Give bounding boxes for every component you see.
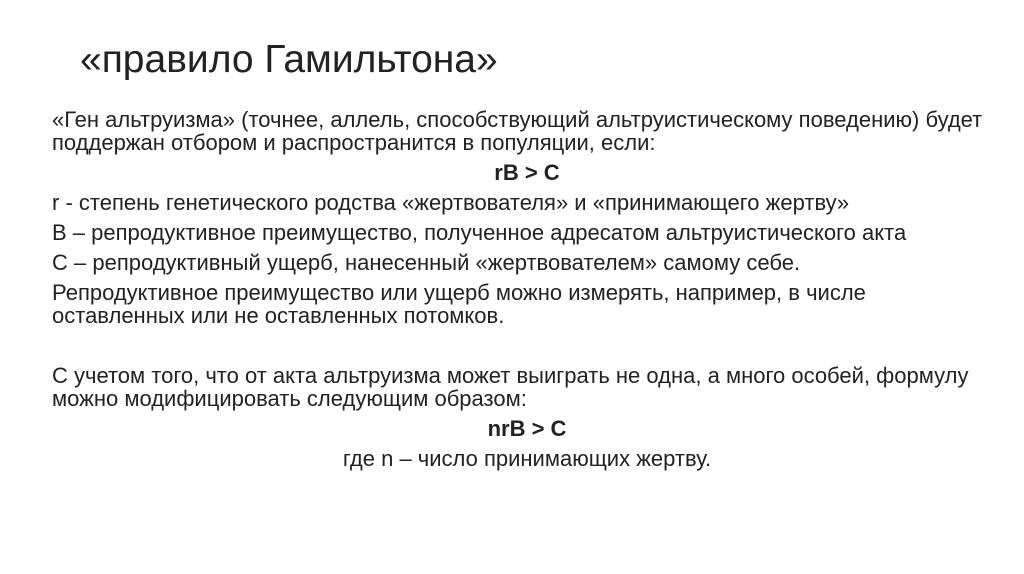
modify-paragraph: С учетом того, что от акта альтруизма может выиграть не одна, а много особей, формулу можно модифицировать следующим образом: <box>52 363 969 411</box>
formula-nrbc: nrB > C <box>487 416 567 441</box>
r-definition: r - степень генетического родства «жертвователя» и «принимающего жертву» <box>52 190 850 215</box>
intro-paragraph: «Ген альтруизма» (точнее, аллель, способствующий альтруистическому поведению) будет поддержан отбором и распространится в популяции, если: <box>52 107 983 155</box>
b-definition: B – репродуктивное преимущество, полученное адресатом альтруистического акта <box>52 220 907 245</box>
measure-paragraph: Репродуктивное преимущество или ущерб можно измерять, например, в числе оставленных или не оставленных потомков. <box>52 280 866 328</box>
spacer <box>52 334 1002 364</box>
slide-body <box>52 108 1002 477</box>
slide-title: «правило Гамильтона» <box>80 38 498 81</box>
n-definition: где n – число принимающих жертву. <box>342 446 712 471</box>
c-definition: C – репродуктивный ущерб, нанесенный «жертвователем» самому себе. <box>52 250 801 275</box>
formula-rbc: rB > C <box>494 160 560 185</box>
